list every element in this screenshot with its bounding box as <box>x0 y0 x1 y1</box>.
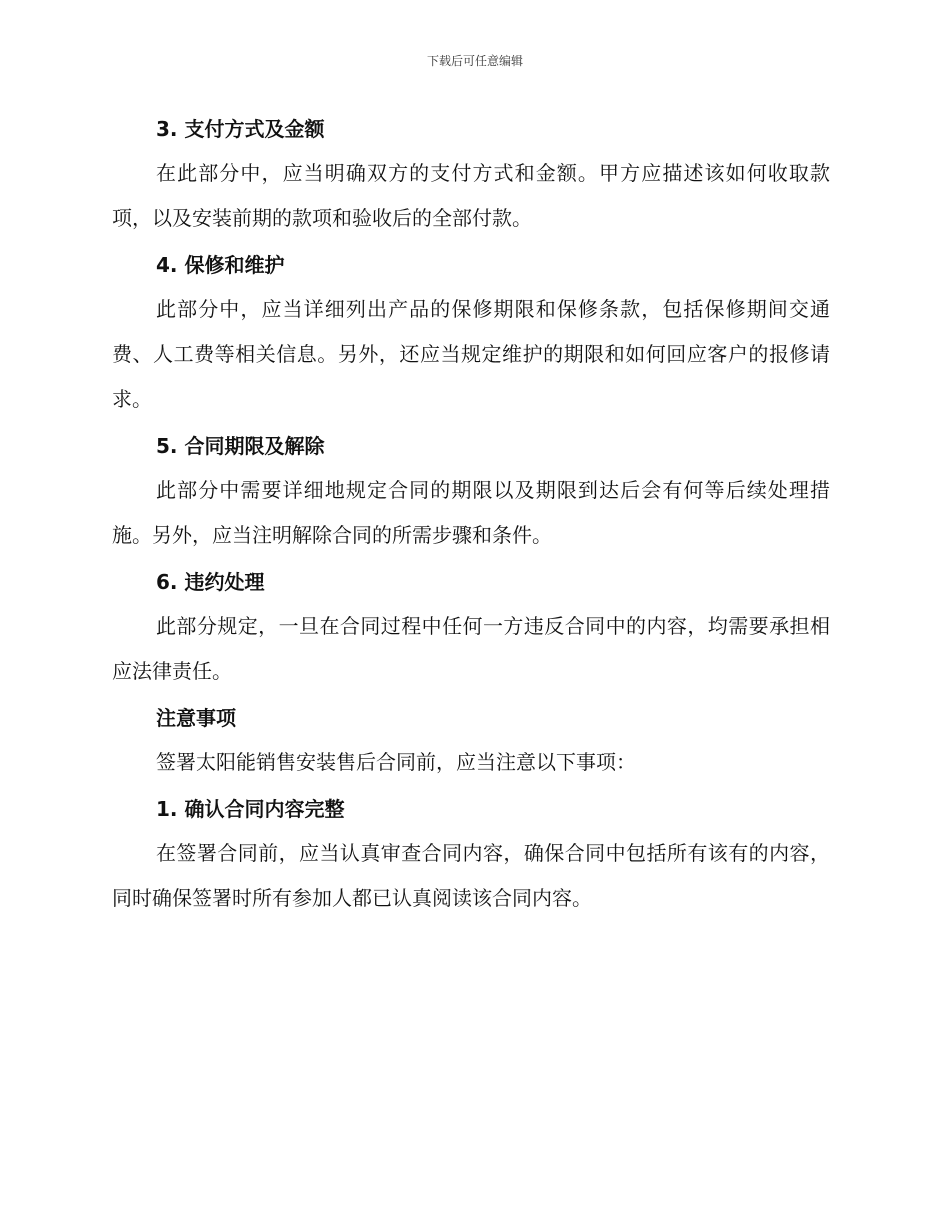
section-paragraph: 此部分规定，一旦在合同过程中任何一方违反合同中的内容，均需要承担相应法律责任。 <box>112 614 830 683</box>
section-notes <box>112 699 830 785</box>
section-paragraph: 此部分中需要详细地规定合同的期限以及期限到达后会有何等后续处理措施。另外，应当注明解除合同的所需步骤和条件。 <box>112 478 830 547</box>
section-warranty <box>112 246 830 422</box>
section-breach <box>112 563 830 694</box>
section-paragraph: 在签署合同前，应当认真审查合同内容，确保合同中包括所有该有的内容，同时确保签署时所有参加人都已认真阅读该合同内容。 <box>112 841 830 910</box>
page-header: 下载后可任意编辑 <box>426 54 523 68</box>
document-body <box>112 110 830 921</box>
section-confirm-content <box>112 790 830 921</box>
section-heading: 6. 违约处理 <box>156 570 265 594</box>
section-paragraph: 在此部分中，应当明确双方的支付方式和金额。甲方应描述该如何收取款项，以及安装前期的款项和验收后的全部付款。 <box>112 161 830 230</box>
section-paragraph: 此部分中，应当详细列出产品的保修期限和保修条款，包括保修期间交通费、人工费等相关信息。另外，还应当规定维护的期限和如何回应客户的报修请求。 <box>112 297 830 411</box>
section-paragraph: 签署太阳能销售安装售后合同前，应当注意以下事项： <box>156 750 636 774</box>
section-payment <box>112 110 830 241</box>
section-heading: 1. 确认合同内容完整 <box>156 797 345 821</box>
section-heading: 5. 合同期限及解除 <box>156 434 325 458</box>
section-heading: 3. 支付方式及金额 <box>156 117 325 141</box>
section-term <box>112 427 830 558</box>
section-heading: 注意事项 <box>156 706 236 730</box>
section-heading: 4. 保修和维护 <box>156 253 285 277</box>
